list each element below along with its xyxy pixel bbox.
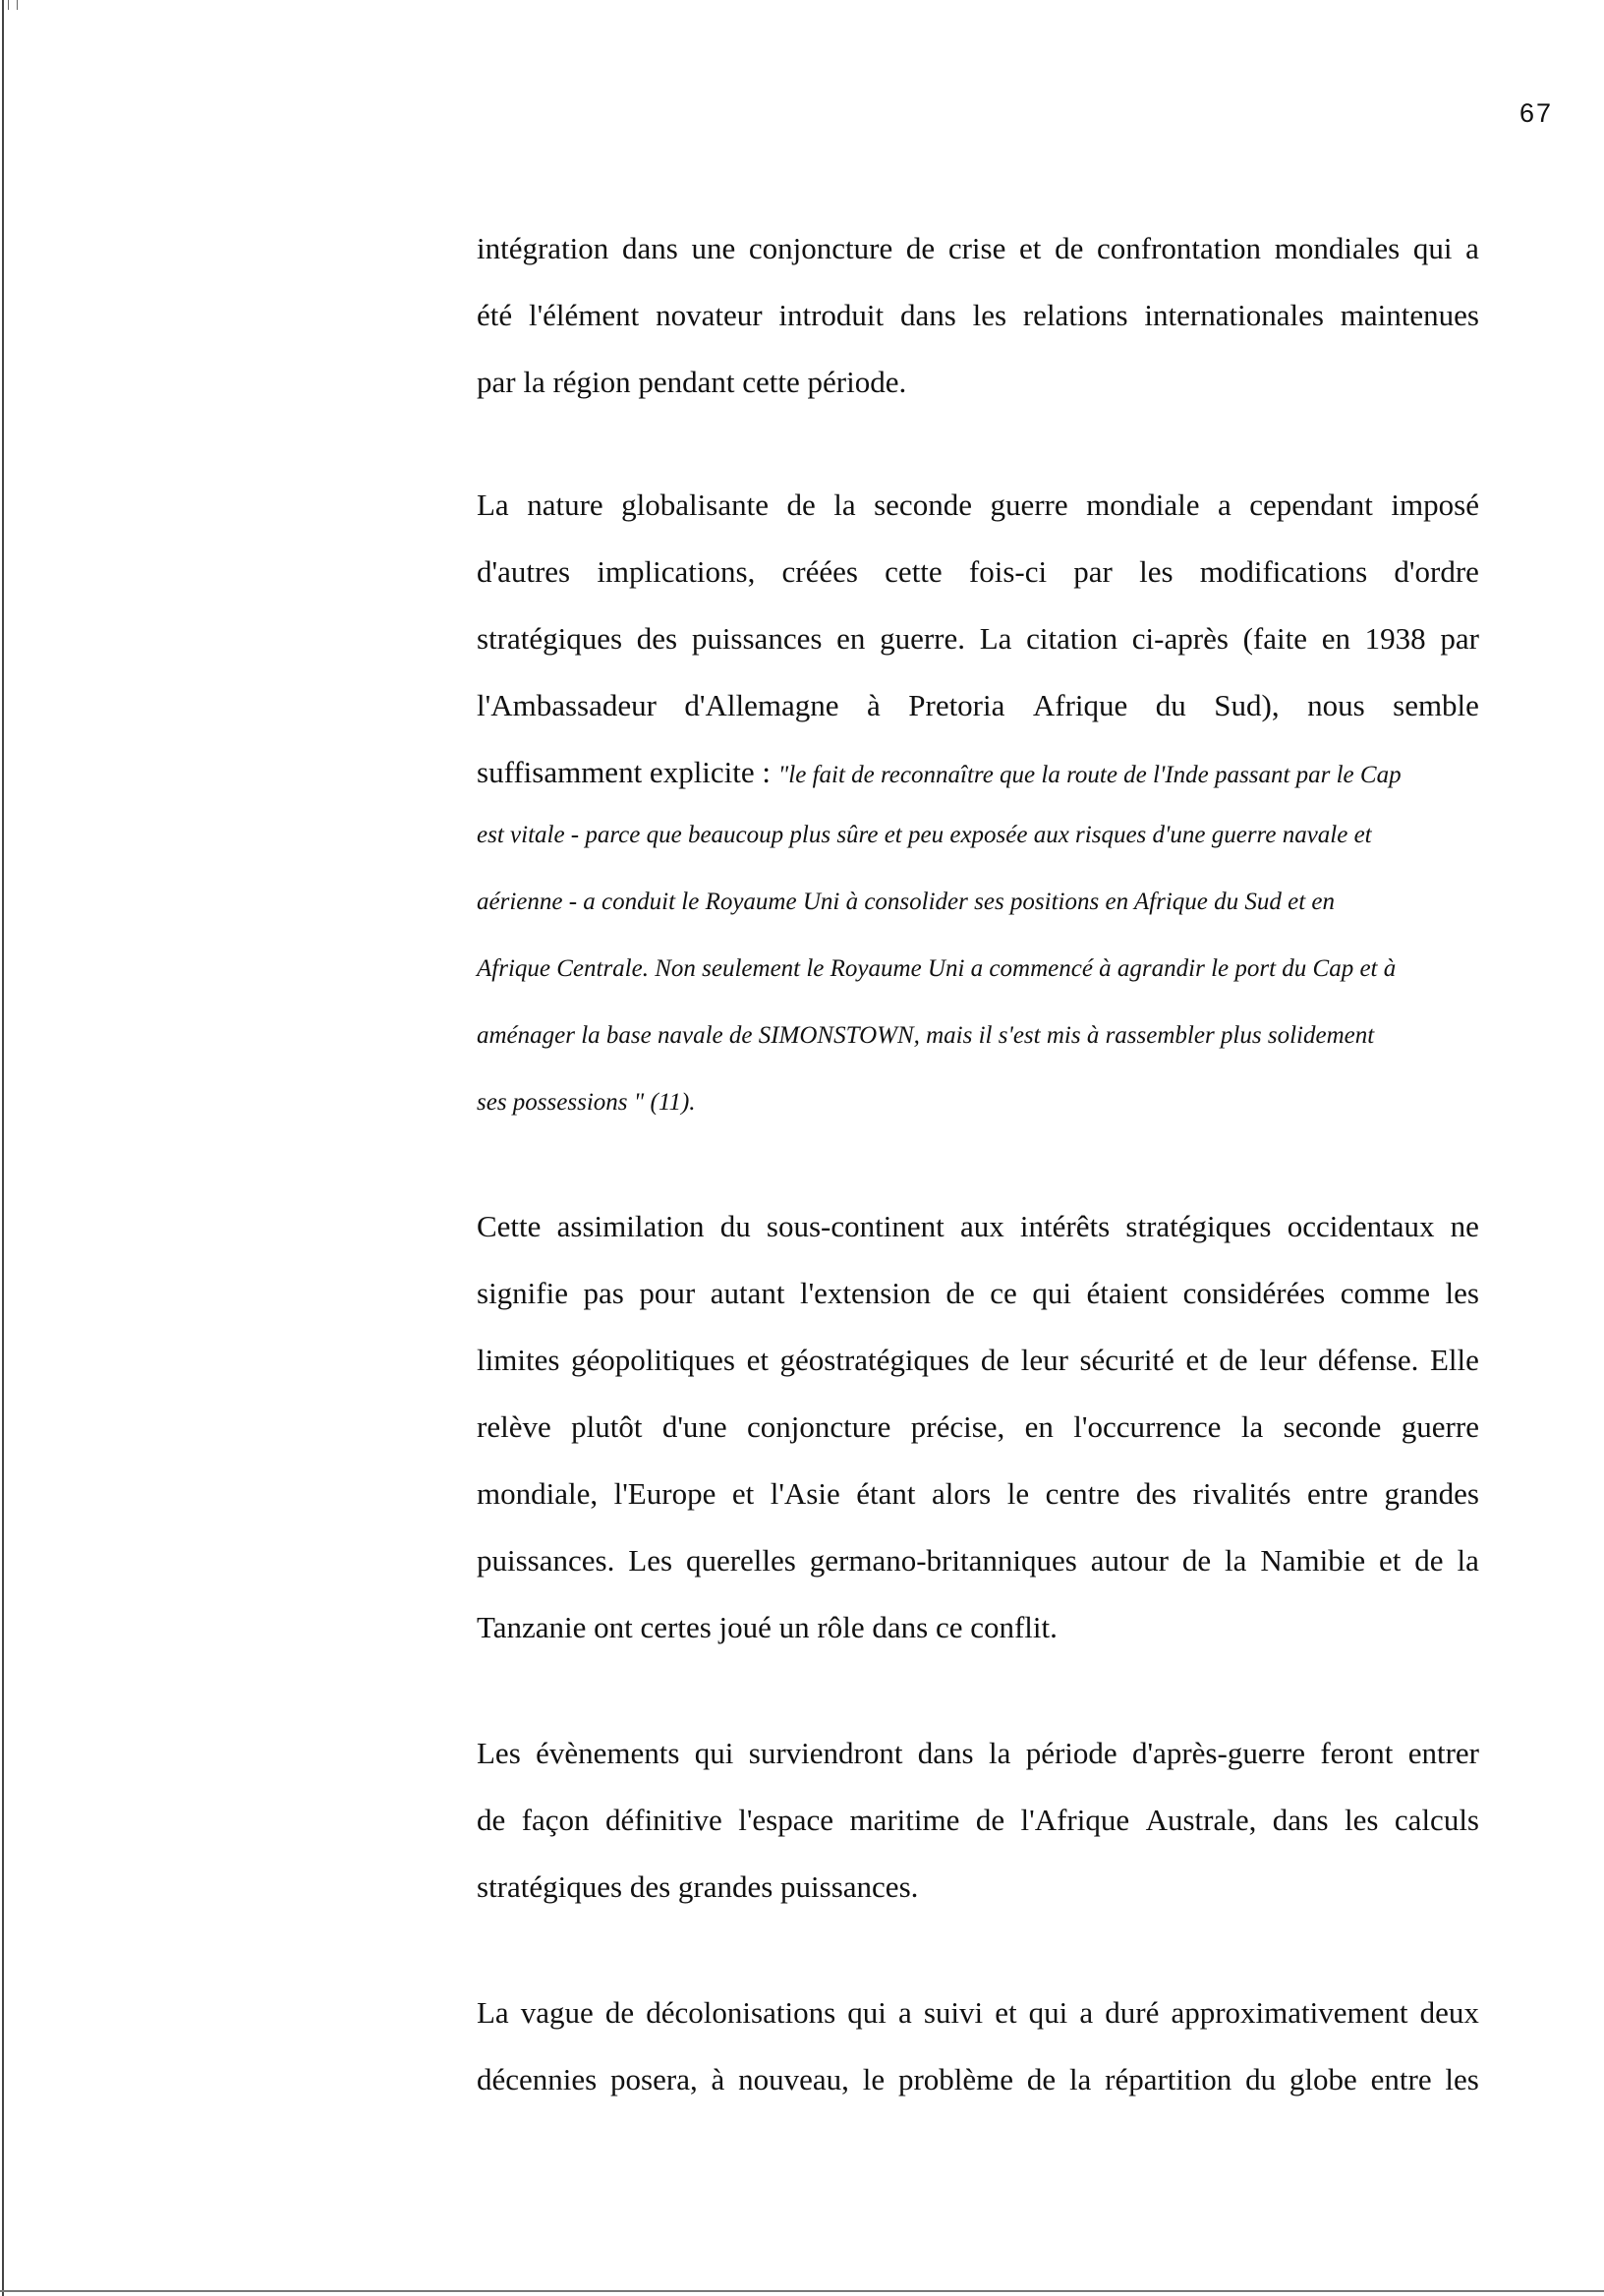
text-line: l'Ambassadeur d'Allemagne à Pretoria Afrique du Sud), nous semble [477, 688, 1479, 722]
text-line-with-quote [477, 755, 1479, 822]
paragraph-5 [477, 1995, 1479, 2129]
paragraph-3 [477, 1209, 1479, 1677]
text-line: stratégiques des puissances en guerre. La citation ci-après (faite en 1938 par [477, 621, 1479, 656]
quote-line: aménager la base navale de SIMONSTOWN, mais il s'est mis à rassembler plus solidement [477, 1022, 1375, 1049]
text-line: La vague de décolonisations qui a suivi et qui a duré approximativement deux [477, 1995, 1479, 2030]
text-line: décennies posera, à nouveau, le problème de la répartition du globe entre les [477, 2062, 1479, 2096]
text-line: intégration dans une conjoncture de crise et de confrontation mondiales qui a [477, 231, 1479, 265]
text-line: de façon définitive l'espace maritime de l'Afrique Australe, dans les calculs [477, 1803, 1479, 1837]
text-line: Les évènements qui surviendront dans la période d'après-guerre feront entrer [477, 1736, 1479, 1770]
text-line: par la région pendant cette période. [477, 365, 907, 399]
text-line: La nature globalisante de la seconde guerre mondiale a cependant imposé [477, 488, 1479, 522]
quote-line: est vitale - parce que beaucoup plus sûre et peu exposée aux risques d'une guerre navale et [477, 822, 1372, 848]
text-lead: suffisamment explicite : [477, 755, 778, 789]
paragraph-1 [477, 231, 1479, 431]
scan-bottom-border [0, 2290, 1604, 2292]
text-line: d'autres implications, créées cette fois-ci par les modifications d'ordre [477, 554, 1479, 589]
quote-line: aérienne - a conduit le Royaume Uni à consolider ses positions en Afrique du Sud et en [477, 889, 1335, 915]
quote-start: "le fait de reconnaître que la route de l'Inde passant par le Cap [777, 762, 1402, 788]
page-number: 67 [1519, 98, 1554, 128]
text-line: Tanzanie ont certes joué un rôle dans ce conflit. [477, 1610, 1058, 1644]
quote-line: ses possessions " (11). [477, 1089, 696, 1116]
scan-top-mark [8, 0, 18, 10]
text-line: puissances. Les querelles germano-britanniques autour de la Namibie et de la [477, 1543, 1479, 1578]
scan-left-border [2, 0, 4, 2296]
paragraph-4 [477, 1736, 1479, 1936]
text-line: limites géopolitiques et géostratégiques de leur sécurité et de leur défense. Elle [477, 1343, 1479, 1377]
text-line: été l'élément novateur introduit dans les relations internationales maintenues [477, 298, 1479, 332]
text-line: stratégiques des grandes puissances. [477, 1869, 919, 1904]
text-line: mondiale, l'Europe et l'Asie étant alors le centre des rivalités entre grandes [477, 1476, 1479, 1511]
text-line: relève plutôt d'une conjoncture précise, en l'occurrence la seconde guerre [477, 1409, 1479, 1444]
text-line: signifie pas pour autant l'extension de ce qui étaient considérées comme les [477, 1276, 1479, 1310]
quote-line: Afrique Centrale. Non seulement le Royaume Uni a commencé à agrandir le port du Cap et à [477, 955, 1397, 982]
paragraph-2 [477, 488, 1479, 1156]
text-line: Cette assimilation du sous-continent aux intérêts stratégiques occidentaux ne [477, 1209, 1479, 1243]
